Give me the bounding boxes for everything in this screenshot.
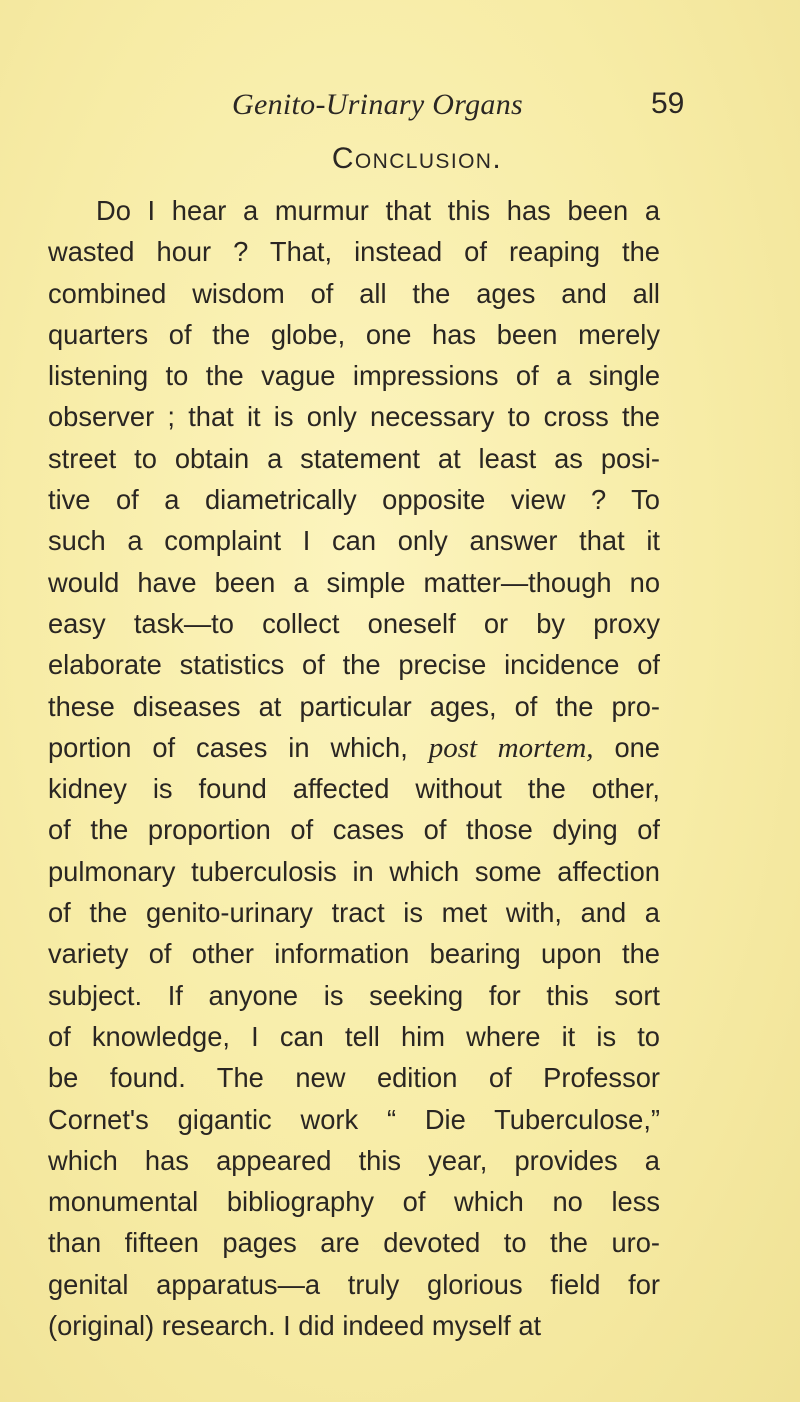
text-line: monumental bibliography of which no less bbox=[48, 1186, 660, 1218]
text-line: observer ; that it is only necessary to cross the bbox=[48, 401, 660, 433]
text-line: Do I hear a murmur that this has been a bbox=[96, 195, 660, 226]
text-line: such a complaint I can only answer that it bbox=[48, 525, 660, 557]
text-line-with-italic bbox=[48, 727, 660, 768]
text-line: street to obtain a statement at least as posi- bbox=[48, 442, 660, 474]
text-segment: portion of cases in which, bbox=[48, 731, 429, 763]
text-line: of knowledge, I can tell him where it is to bbox=[48, 1020, 660, 1052]
text-line: kidney is found affected without the other, bbox=[48, 773, 660, 805]
text-line: elaborate statistics of the precise incidence of bbox=[48, 649, 660, 681]
text-line: pulmonary tuberculosis in which some affection bbox=[48, 855, 660, 887]
text-line: than fifteen pages are devoted to the uro- bbox=[48, 1227, 660, 1259]
text-segment: one bbox=[593, 731, 660, 763]
text-line: would have been a simple matter—though no bbox=[48, 566, 660, 598]
text-line: easy task—to collect oneself or by proxy bbox=[48, 607, 660, 639]
text-line: variety of other information bearing upon the bbox=[48, 938, 660, 970]
text-line: tive of a diametrically opposite view ? To bbox=[48, 484, 660, 516]
text-line: Cornet's gigantic work “ Die Tuberculose,” bbox=[48, 1103, 660, 1135]
running-title: Genito-Urinary Organs bbox=[232, 88, 524, 121]
text-line: listening to the vague impressions of a single bbox=[48, 360, 660, 392]
text-line: quarters of the globe, one has been merely bbox=[48, 318, 660, 350]
text-line: wasted hour ? That, instead of reaping the bbox=[48, 236, 660, 268]
italic-phrase: post mortem, bbox=[428, 731, 594, 764]
text-line: be found. The new edition of Professor bbox=[48, 1062, 660, 1094]
text-line: genital apparatus—a truly glorious field for bbox=[48, 1268, 660, 1300]
text-line: of the genito-urinary tract is met with, and a bbox=[48, 897, 660, 929]
text-line: combined wisdom of all the ages and all bbox=[48, 277, 660, 309]
text-line: of the proportion of cases of those dying of bbox=[48, 814, 660, 846]
section-heading: Conclusion. bbox=[331, 142, 503, 175]
text-line: these diseases at particular ages, of the pro- bbox=[48, 690, 660, 722]
text-line: which has appeared this year, provides a bbox=[48, 1144, 660, 1176]
page-number: 59 bbox=[651, 87, 685, 120]
text-line: (original) research. I did indeed myself at bbox=[48, 1310, 542, 1342]
body-text bbox=[48, 190, 660, 1346]
running-head bbox=[0, 88, 800, 128]
text-line: subject. If anyone is seeking for this sort bbox=[48, 979, 660, 1011]
